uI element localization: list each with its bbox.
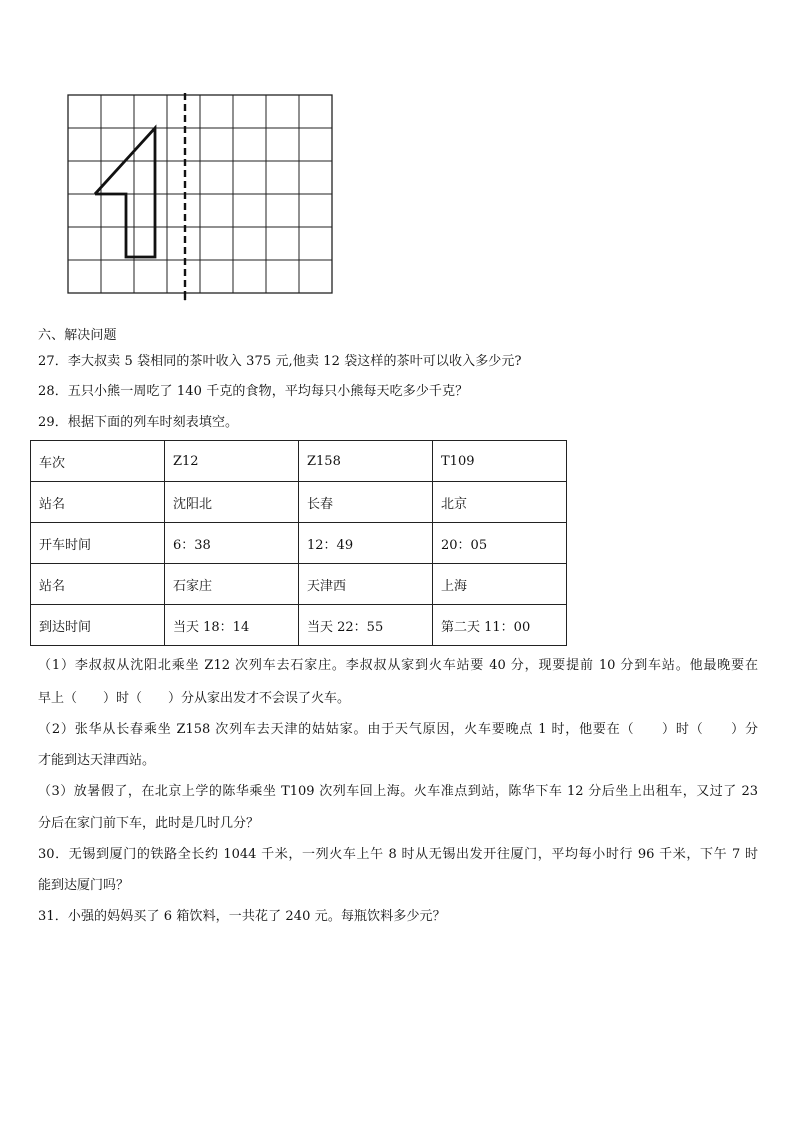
half-figure-shape xyxy=(95,128,155,257)
table-cell: 站名 xyxy=(31,564,165,605)
question-31: 31．小强的妈妈买了 6 箱饮料，一共花了 240 元。每瓶饮料多少元？ xyxy=(38,909,446,924)
question-29: 29．根据下面的列车时刻表填空。 xyxy=(38,415,239,430)
question-27: 27．李大叔卖 5 袋相同的茶叶收入 375 元,他卖 12 袋这样的茶叶可以收入多少元? xyxy=(38,354,522,369)
table-cell: 20：05 xyxy=(433,523,567,564)
question-29-3-line-2: 分后在家门前下车，此时是几时几分？ xyxy=(38,816,260,831)
table-cell: 站名 xyxy=(31,482,165,523)
table-cell: Z158 xyxy=(299,441,433,482)
symmetry-grid-figure xyxy=(66,93,336,303)
table-row-train-number xyxy=(31,441,567,482)
table-cell: 开车时间 xyxy=(31,523,165,564)
table-cell: 沈阳北 xyxy=(165,482,299,523)
table-cell: 北京 xyxy=(433,482,567,523)
table-cell: Z12 xyxy=(165,441,299,482)
question-28: 28．五只小熊一周吃了 140 千克的食物，平均每只小熊每天吃多少千克？ xyxy=(38,384,469,399)
table-row-arrival-time xyxy=(31,605,567,646)
table-row-departure-time xyxy=(31,523,567,564)
table-cell: 石家庄 xyxy=(165,564,299,605)
section-heading: 六、解决问题 xyxy=(38,328,117,343)
question-29-3-line-1: （3）放暑假了，在北京上学的陈华乘坐 T109 次列车回上海。火车准点到站，陈华下车 12 分后坐上出租车，又过了 23 xyxy=(38,784,758,799)
train-timetable xyxy=(30,440,567,646)
table-cell: 到达时间 xyxy=(31,605,165,646)
table-cell: 上海 xyxy=(433,564,567,605)
question-29-2-line-1: （2）张华从长春乘坐 Z158 次列车去天津的姑姑家。由于天气原因，火车要晚点 1 时，他要在（ ）时（ ）分 xyxy=(38,722,758,737)
question-30-line-1: 30．无锡到厦门的铁路全长约 1044 千米，一列火车上午 8 时从无锡出发开往厦门，平均每小时行 96 千米，下午 7 时 xyxy=(38,847,758,862)
question-29-1-line-2: 早上（ ）时（ ）分从家出发才不会误了火车。 xyxy=(38,691,351,706)
table-cell: 车次 xyxy=(31,441,165,482)
table-cell: 12：49 xyxy=(299,523,433,564)
table-cell: 6：38 xyxy=(165,523,299,564)
table-row-departure-station xyxy=(31,482,567,523)
table-row-arrival-station xyxy=(31,564,567,605)
table-cell: 天津西 xyxy=(299,564,433,605)
axis-end-dot xyxy=(184,298,187,301)
table-cell: 长春 xyxy=(299,482,433,523)
question-29-1-line-1: （1）李叔叔从沈阳北乘坐 Z12 次列车去石家庄。李叔叔从家到火车站要 40 分，现要提前 10 分到车站。他最晚要在 xyxy=(38,658,758,673)
question-29-2-line-2: 才能到达天津西站。 xyxy=(38,753,156,768)
table-cell: 当天 18：14 xyxy=(165,605,299,646)
table-cell: 当天 22：55 xyxy=(299,605,433,646)
table-cell: T109 xyxy=(433,441,567,482)
question-30-line-2: 能到达厦门吗？ xyxy=(38,878,130,893)
table-cell: 第二天 11：00 xyxy=(433,605,567,646)
